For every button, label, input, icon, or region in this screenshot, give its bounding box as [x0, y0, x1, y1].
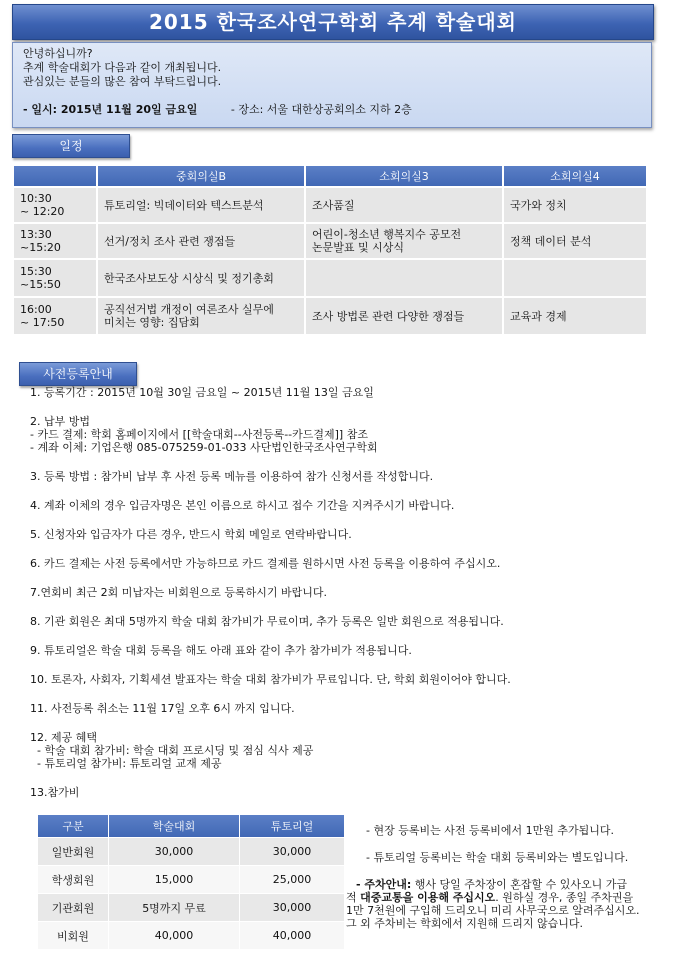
event-info: [23, 103, 651, 117]
session-cell: 한국조사보도상 시상식 및 정기총회: [98, 260, 304, 296]
table-row: [14, 260, 646, 296]
session-cell: 조사품질: [306, 188, 502, 222]
table-row: [14, 224, 646, 258]
parking-label: - 주차안내:: [356, 878, 412, 891]
parking-note: [346, 878, 680, 930]
page-title: 2015 한국조사연구학회 추계 학술대회: [12, 4, 654, 40]
session-cell: 정책 데이터 분석: [504, 224, 646, 258]
benefit-tutorial: - 튜토리얼 참가비: 튜토리얼 교재 제공: [30, 757, 222, 770]
session-cell: 공직선거법 개정이 여론조사 실무에 미치는 영향: 집담회: [98, 298, 304, 334]
schedule-header-room-3: 소회의실3: [306, 166, 502, 186]
fee-conference: 5명까지 무료: [109, 894, 239, 921]
session-cell: 조사 방법론 관련 다양한 쟁점들: [306, 298, 502, 334]
note-card-payment: 6. 카드 결제는 사전 등록에서만 가능하므로 카드 결제를 원하시면 사전 등록을 이용하여 주십시오.: [30, 557, 501, 570]
fee-tutorial: 30,000: [240, 894, 344, 921]
schedule-section-tab: 일정: [12, 134, 130, 158]
fee-table: [37, 814, 345, 950]
fee-tutorial: 30,000: [240, 838, 344, 865]
time-cell: 10:30 ~ 12:20: [14, 188, 96, 222]
tutorial-fee-note: - 튜토리얼 등록비는 학술 대회 등록비와는 별도입니다.: [366, 851, 629, 864]
schedule-header-room-4: 소회의실4: [504, 166, 646, 186]
note-payment-method: [30, 415, 670, 454]
session-cell: 선거/정치 조사 관련 쟁점들: [98, 224, 304, 258]
fee-tutorial: 25,000: [240, 866, 344, 893]
session-cell: 교육과 경제: [504, 298, 646, 334]
session-cell: 어린이-청소년 행복지수 공모전 논문발표 및 시상식: [306, 224, 502, 258]
payment-card: - 카드 결제: 학회 홈페이지에서 [[학술대회--사전등록--카드결제]] 참조: [30, 428, 368, 441]
note-registration-period: 1. 등록기간 : 2015년 10월 30일 금요일 ~ 2015년 11월 13일 금요일: [30, 386, 374, 399]
benefit-conference: - 학술 대회 참가비: 학술 대회 프로시딩 및 점심 식사 제공: [30, 744, 314, 757]
parking-transit-emphasis: 대중교통을 이용해 주십시오: [360, 891, 496, 904]
note-benefits: [30, 731, 670, 770]
announcement-text: 추계 학술대회가 다음과 같이 개최됩니다.: [23, 61, 222, 74]
note-unpaid-dues: 7.연회비 최근 2회 미납자는 비회원으로 등록하시기 바랍니다.: [30, 586, 327, 599]
parking-text-c: 1만 7천원에 구입해 드리오니 미리 사무국으로 알려주십시오.: [346, 904, 640, 917]
fee-category: 일반회원: [38, 838, 108, 865]
session-cell: [504, 260, 646, 296]
parking-text-b-pre: 적: [346, 891, 361, 904]
fee-header-conference: 학술대회: [109, 815, 239, 837]
table-row: [38, 838, 344, 865]
parking-text-b-post: . 원하실 경우, 종일 주차권을: [495, 891, 634, 904]
greeting-text: 안녕하십니까?: [23, 47, 93, 60]
fee-category: 기관회원: [38, 894, 108, 921]
fee-category: 학생회원: [38, 866, 108, 893]
benefits-title: 12. 제공 혜택: [30, 731, 97, 744]
fee-conference: 30,000: [109, 838, 239, 865]
note-depositor-name: 4. 계좌 이체의 경우 입금자명은 본인 이름으로 하시고 접수 기간을 지켜주시기 바랍니다.: [30, 499, 455, 512]
time-cell: 15:30 ~15:50: [14, 260, 96, 296]
registration-section-tab: 사전등록안내: [19, 362, 137, 386]
table-row: [14, 298, 646, 334]
time-cell: 13:30 ~15:20: [14, 224, 96, 258]
fee-conference: 15,000: [109, 866, 239, 893]
fee-header-category: 구분: [38, 815, 108, 837]
fee-conference: 40,000: [109, 922, 239, 949]
note-different-payer: 5. 신청자와 입금자가 다른 경우, 반드시 학회 메일로 연락바랍니다.: [30, 528, 352, 541]
note-tutorial-fee: 9. 튜토리얼은 학술 대회 등록을 해도 아래 표와 같이 추가 참가비가 적용됩니다.: [30, 644, 412, 657]
time-cell: 16:00 ~ 17:50: [14, 298, 96, 334]
event-date: - 일시: 2015년 11월 20일 금요일: [23, 103, 198, 116]
onsite-fee-note: - 현장 등록비는 사전 등록비에서 1만원 추가됩니다.: [366, 824, 614, 837]
event-place: - 장소: 서울 대한상공회의소 지하 2층: [230, 103, 412, 116]
intro-box: [12, 42, 652, 128]
invitation-text: 관심있는 분들의 많은 참여 부탁드립니다.: [23, 75, 222, 88]
registration-notes: [30, 386, 670, 815]
table-row: [38, 922, 344, 949]
fee-tutorial: 40,000: [240, 922, 344, 949]
session-cell: 튜토리얼: 빅데이터와 텍스트분석: [98, 188, 304, 222]
fee-category: 비회원: [38, 922, 108, 949]
fee-side-notes: [346, 824, 680, 930]
schedule-table: [12, 164, 648, 336]
note-free-participants: 10. 토론자, 사회자, 기획세션 발표자는 학술 대회 참가비가 무료입니다. 단, 학회 회원이어야 합니다.: [30, 673, 511, 686]
note-cancellation: 11. 사전등록 취소는 11월 17일 오후 6시 까지 입니다.: [30, 702, 295, 715]
table-row: [14, 188, 646, 222]
parking-text-d: 그 외 주차비는 학회에서 지원해 드리지 않습니다.: [346, 917, 583, 930]
table-row: [38, 894, 344, 921]
schedule-header-time: [14, 166, 96, 186]
payment-bank: - 계좌 이체: 기업은행 085-075259-01-033 사단법인한국조사연구학회: [30, 441, 378, 454]
session-cell: [306, 260, 502, 296]
schedule-header-room-b: 중회의실B: [98, 166, 304, 186]
session-cell: 국가와 정치: [504, 188, 646, 222]
note-institution-member: 8. 기관 회원은 최대 5명까지 학술 대회 참가비가 무료이며, 추가 등록은 일반 회원으로 적용됩니다.: [30, 615, 504, 628]
parking-text-a: 행사 당일 주차장이 혼잡할 수 있사오니 가급: [411, 878, 628, 891]
note-registration-method: 3. 등록 방법 : 참가비 납부 후 사전 등록 메뉴를 이용하여 참가 신청서를 작성합니다.: [30, 470, 434, 483]
payment-title: 2. 납부 방법: [30, 415, 90, 428]
fee-header-tutorial: 튜토리얼: [240, 815, 344, 837]
note-fees-title: 13.참가비: [30, 786, 80, 799]
table-row: [38, 866, 344, 893]
